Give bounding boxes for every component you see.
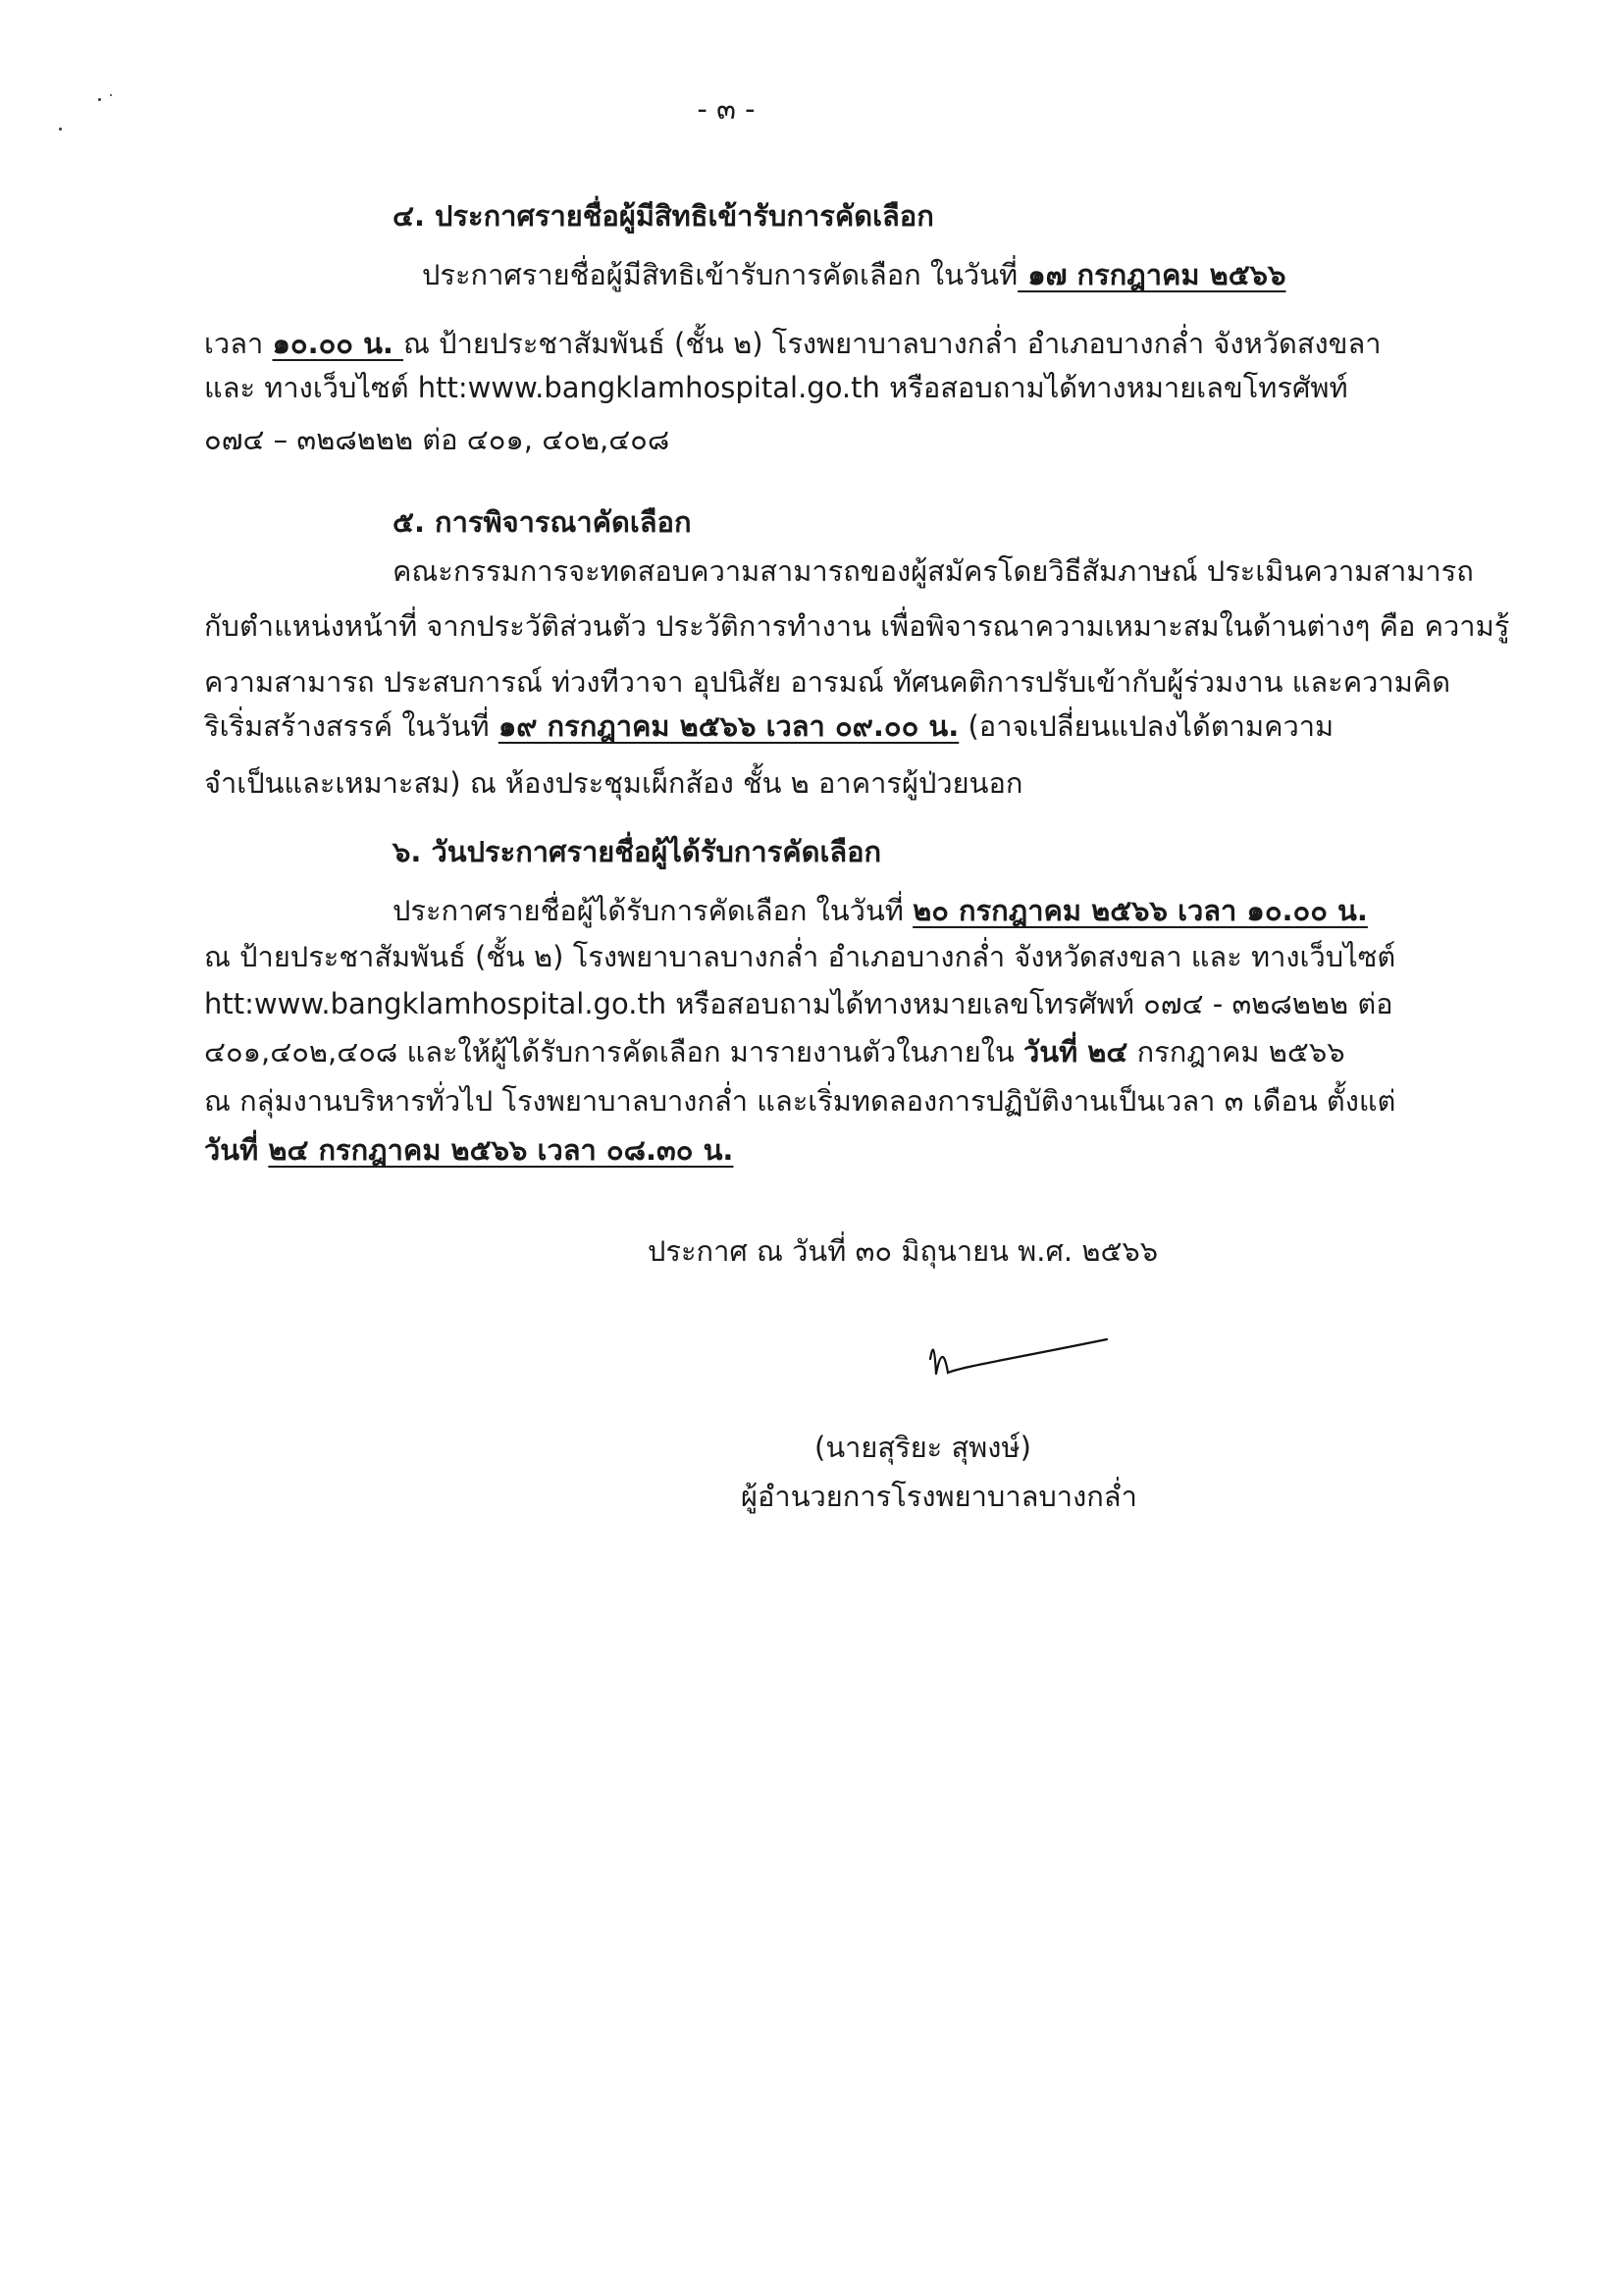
announcement-date: ประกาศ ณ วันที่ ๓๐ มิถุนายน พ.ศ. ๒๕๖๖ [648, 1234, 1159, 1268]
section6-heading: ๖. วันประกาศรายชื่อผู้ได้รับการคัดเลือก [393, 835, 882, 868]
section5-heading: ๕. การพิจารณาคัดเลือก [393, 505, 692, 539]
section6-line4-prefix: ๔๐๑,๔๐๒,๔๐๘ และให้ผู้ได้รับการคัดเลือก มารายงานตัวในภายใน [204, 1035, 1023, 1069]
section4-heading: ๔. ประกาศรายชื่อผู้มีสิทธิเข้ารับการคัดเลือก [393, 199, 934, 233]
section5-line1: คณะกรรมการจะทดสอบความสามารถของผู้สมัครโดยวิธีสัมภาษณ์ ประเมินความสามารถ [393, 554, 1474, 588]
section4-line2-prefix: เวลา [204, 327, 273, 360]
section6-line6-date: ๒๔ กรกฎาคม ๒๕๖๖ เวลา ๐๘.๓๐ น. [268, 1133, 734, 1167]
signatory-title: ผู้อำนวยการโรงพยาบาลบางกล่ำ [741, 1480, 1137, 1513]
section5-line4-prefix: ริเริ่มสร้างสรรค์ ในวันที่ [204, 709, 498, 743]
section6-line2: ณ ป้ายประชาสัมพันธ์ (ชั้น ๒) โรงพยาบาลบางกล่ำ อำเภอบางกล่ำ จังหวัดสงขลา และ ทางเว็บไซต์ [204, 940, 1396, 973]
section4-line3: และ ทางเว็บไซต์ htt:www.bangklamhospital.go.th หรือสอบถามได้ทางหมายเลขโทรศัพท์ [204, 371, 1348, 404]
section4-line2-time: ๑๐.๐๐ น. [272, 327, 404, 360]
section6-line1 [393, 891, 1368, 930]
section4-line1-date: ๑๗ กรกฎาคม ๒๕๖๖ [1018, 258, 1286, 291]
section6-line4-suffix: กรกฎาคม ๒๕๖๖ [1127, 1035, 1345, 1069]
section6-line4 [204, 1032, 1345, 1071]
section6-line6-prefix: วันที่ [204, 1133, 269, 1167]
section5-line4-suffix: (อาจเปลี่ยนแปลงได้ตามความ [959, 709, 1335, 743]
section4-line1 [422, 255, 1286, 294]
section5-line5: จำเป็นและเหมาะสม) ณ ห้องประชุมเผ็กส้อง ชั้น ๒ อาคารผู้ป่วยนอก [204, 766, 1023, 800]
section5-line2: กับตำแหน่งหน้าที่ จากประวัติส่วนตัว ประวัติการทำงาน เพื่อพิจารณาความเหมาะสมในด้านต่างๆ คือ ความรู้ [204, 609, 1510, 643]
signature-image [922, 1330, 1119, 1388]
section4-line2-text: ณ ป้ายประชาสัมพันธ์ (ชั้น ๒) โรงพยาบาลบางกล่ำ อำเภอบางกล่ำ จังหวัดสงขลา [403, 327, 1382, 360]
page-number: - ๓ - [697, 92, 756, 126]
section5-line3: ความสามารถ ประสบการณ์ ท่วงทีวาจา อุปนิสัย อารมณ์ ทัศนคติการปรับเข้ากับผู้ร่วมงาน และความคิด [204, 665, 1451, 699]
section4-line1-text: ประกาศรายชื่อผู้มีสิทธิเข้ารับการคัดเลือก ในวันที่ [422, 258, 1019, 291]
signatory-name: (นายสุริยะ สุพงษ์) [814, 1431, 1031, 1464]
section6-line1-date: ๒๐ กรกฎาคม ๒๕๖๖ เวลา ๑๐.๐๐ น. [913, 894, 1368, 927]
section4-line4: ๐๗๔ – ๓๒๘๒๒๒ ต่อ ๔๐๑, ๔๐๒,๔๐๘ [204, 423, 670, 456]
section6-line3: htt:www.bangklamhospital.go.th หรือสอบถามได้ทางหมายเลขโทรศัพท์ ๐๗๔ - ๓๒๘๒๒๒ ต่อ [204, 987, 1393, 1020]
section6-line4-bold: วันที่ ๒๔ [1022, 1035, 1128, 1069]
section6-line6 [204, 1130, 733, 1170]
section5-line4 [204, 706, 1334, 746]
section6-line5: ณ กลุ่มงานบริหารทั่วไป โรงพยาบาลบางกล่ำ และเริ่มทดลองการปฏิบัติงานเป็นเวลา ๓ เดือน ตั้งแต่ [204, 1084, 1396, 1118]
section4-line2 [204, 324, 1382, 363]
section6-line1-prefix: ประกาศรายชื่อผู้ได้รับการคัดเลือก ในวันที่ [393, 894, 914, 927]
section5-line4-date: ๑๙ กรกฎาคม ๒๕๖๖ เวลา ๐๙.๐๐ น. [497, 709, 960, 743]
